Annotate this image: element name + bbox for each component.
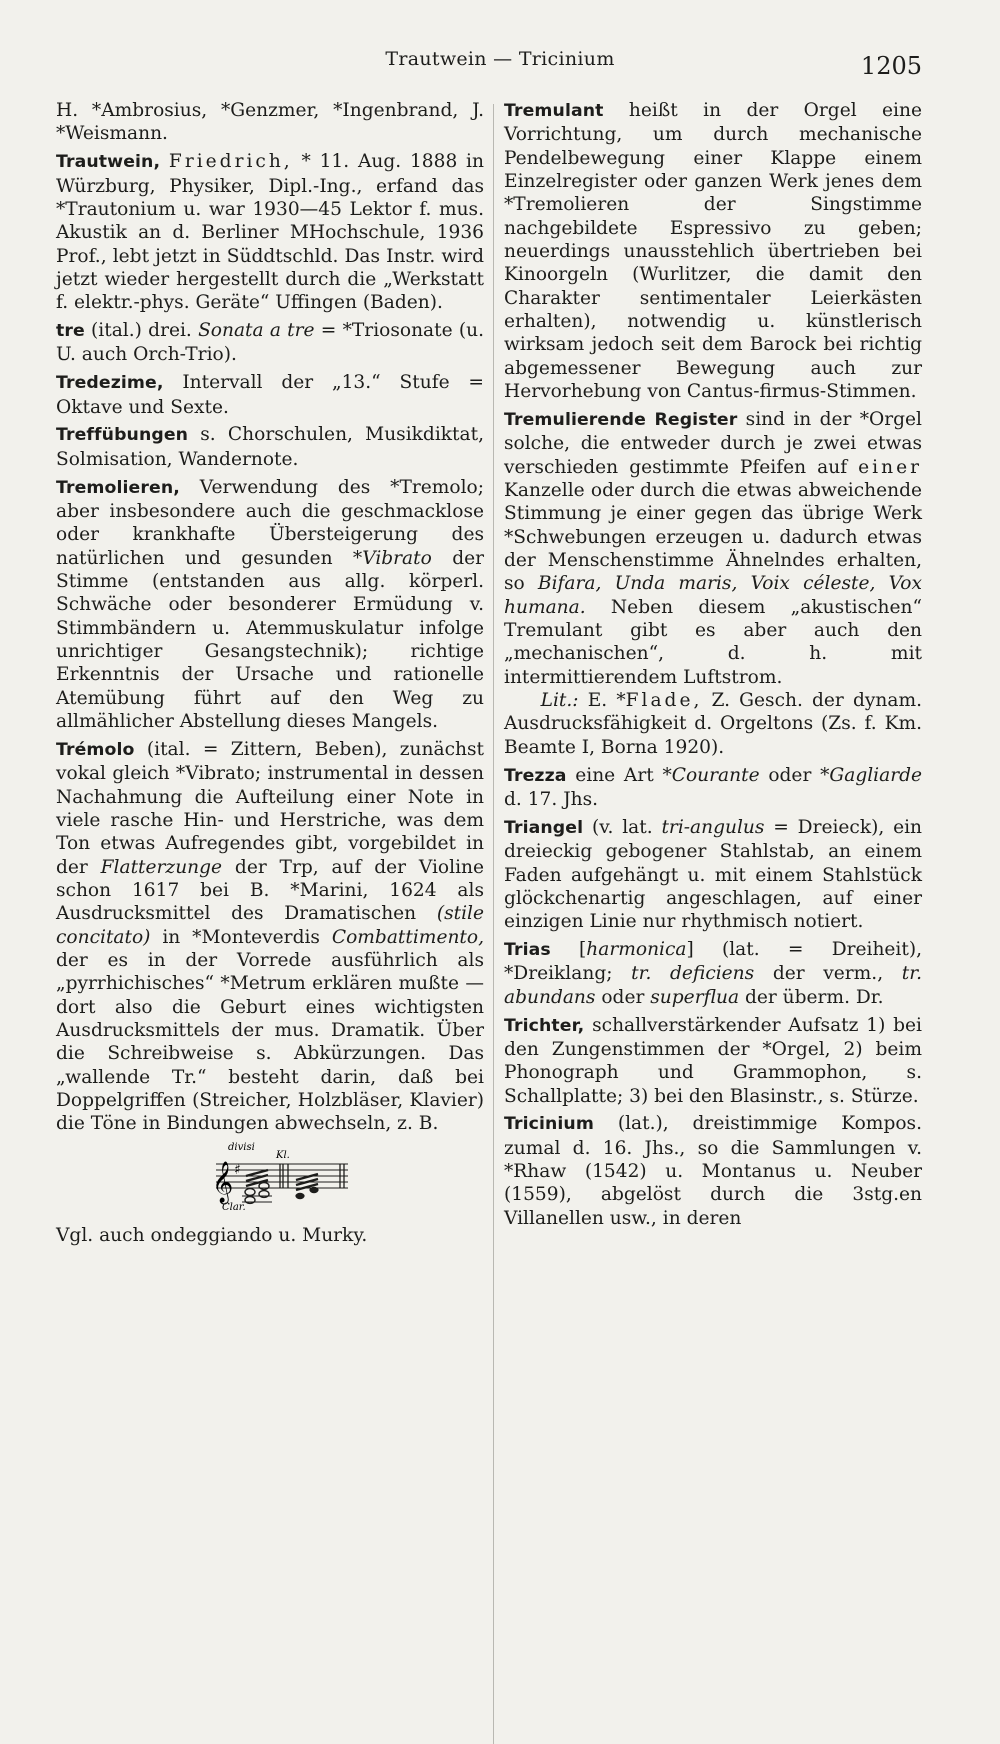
entry-tremulierende-register [504, 408, 922, 759]
italic-term: (stile concitato) [56, 903, 484, 948]
italic-term: Bifara, Unda maris, Voix céleste, Vox humana. [504, 573, 922, 618]
entry-text: in *Monteverdis [150, 926, 332, 948]
entry-text: Z. Gesch. der dynam. Ausdrucksfähigkeit d. Orgeltons (Zs. f. Km. Beamte I, Borna 1920). [504, 690, 922, 758]
music-label-clar: Clar. [222, 1202, 246, 1214]
entry-trautwein [56, 150, 484, 314]
italic-term: *Gagliarde [820, 764, 922, 786]
entry-text: heißt in der Orgel eine Vorrichtung, um durch mechanische Pendelbewegung einer Klappe einem Einzelregister oder ganzen Werk jenes dem *Tremolieren der Singstimme nachgebildete Espressivo zu geben; neuerdings unausstehlich übertrieben bei Kinoorgeln (Wurlitzer, die damit den Charakter sentimentaler Leierkästen erhalten), notwendig u. künstlerisch wirksam jedoch seit dem Barock bei richtig abgemessener Bewegung auch zur Hervorhebung von Cantus-firmus-Stimmen. [504, 100, 922, 403]
music-notation-example [172, 1140, 372, 1220]
entry-text: s. Chorschulen, Musikdiktat, Solmisation, Wandernote. [56, 424, 484, 470]
headword: Trautwein, [56, 152, 161, 173]
entry-text: Kanzelle oder durch die etwas abweichende Stimmung je einer gegen das übrige Werk *Schwebungen erzeugen u. dadurch etwas der Menschenstimme Ähnelndes erhalten, so [504, 480, 922, 595]
spaced-name: Flade, [625, 690, 703, 712]
italic-term: tr. deficiens [631, 963, 755, 985]
entry-text: Intervall der „13.“ Stufe = Oktave und Sexte. [56, 372, 484, 418]
tremolo-beams [246, 1170, 318, 1190]
entry-tre [56, 319, 484, 367]
left-column [56, 99, 484, 1252]
entry-text: der verm., [754, 963, 902, 985]
headword: Tredezime, [56, 373, 164, 394]
page-number: 1205 [860, 52, 922, 80]
entry-text: der überm. Dr. [739, 986, 884, 1008]
entry-text: oder [759, 764, 821, 786]
italic-term: tr. abundans [504, 963, 923, 1008]
entry-text: Verwendung des *Tremolo; aber insbesondere auch die geschmacklose oder krankhafte Übersteigerung des natürlichen und gesunden [56, 476, 484, 569]
entry-text: der Trp, auf der Violine schon 1617 bei B. *Marini, 1624 als Ausdrucksmittel des Dramatischen [56, 856, 484, 925]
headword: Treffübungen [56, 425, 189, 446]
entry-tricinium [504, 1112, 922, 1230]
entry-treffuebungen [56, 423, 484, 471]
italic-term: Sonata a tre [198, 320, 315, 342]
italic-term: Flatterzunge [100, 856, 223, 878]
headword: Tremulierende Register [504, 409, 738, 430]
entry-text: = Dreieck), ein dreieckig gebogener Stahlstab, an einem Faden aufgehängt u. mit einem Stahlstück glöckchenartig angeschlagen, auf einer einzigen Linie nur rhythmisch notiert. [504, 816, 922, 933]
entry-tremolo [56, 738, 484, 1136]
entry-text: Neben diesem „akustischen“ Tremulant gibt es aber auch den „mechanischen“, d. h. mit intermittierendem Luftstrom. [504, 596, 922, 688]
entry-text: E. * [578, 690, 626, 712]
page-header-title: Trautwein — Tricinium [385, 48, 615, 70]
sharp-icon: ♯ [234, 1162, 241, 1179]
spaced-term: einer [858, 456, 922, 478]
headword: Trichter, [504, 1015, 585, 1036]
entry-text: (lat.), dreistimmige Kompos. zumal d. 16. Jhs., so die Sammlungen v. *Rhaw (1542) u. Montanus u. Neuber (1559), abgelöst durch die 3stg.en Villanellen usw., in deren [504, 1113, 922, 1229]
headword: Trezza [504, 765, 567, 786]
entry-text: sind in der *Orgel solche, die entweder durch je zwei etwas verschieden gestimmte Pfeifen auf [504, 408, 922, 478]
entry-text: (ital.) drei. [84, 320, 199, 342]
headword: Tricinium [504, 1114, 594, 1135]
music-label-divisi: divisi [228, 1142, 255, 1154]
entry-triangel [504, 816, 922, 934]
spaced-name: Friedrich, [168, 151, 293, 173]
column-divider [493, 104, 494, 1744]
entry-text: (v. lat. [583, 816, 662, 838]
entry-text: d. 17. Jhs. [504, 788, 599, 810]
italic-term: superflua [650, 986, 740, 1008]
literature-label: Lit.: [540, 690, 579, 712]
headword: tre [56, 321, 85, 342]
entry-tredezime [56, 371, 484, 419]
headword: Tremolieren, [56, 477, 180, 498]
italic-term: tri-angulus [661, 816, 765, 838]
right-column [504, 99, 922, 1235]
entry-continuation: H. *Ambrosius, *Genzmer, *Ingenbrand, J. *Weismann. [56, 100, 484, 145]
entry-tremolieren [56, 476, 484, 734]
entry-text: = *Triosonate (u. U. auch Orch-Trio). [56, 320, 484, 366]
entry-trias [504, 938, 922, 1009]
music-label-kl: Kl. [276, 1150, 290, 1162]
headword: Triangel [504, 817, 584, 838]
headword: Tremulant [504, 101, 604, 121]
entry-tremulant [504, 99, 922, 403]
entry-text: [ [550, 939, 587, 961]
entry-text: der Stimme (entstanden aus allg. körperl. Schwäche oder besonderer Ermüdung v. Stimmbändern u. Atemmuskulatur infolge unrichtiger Gesangstechnik); richtige Erkenntnis der Ursache und rationelle Atemübung führt auf den Weg zu allmählicher Abstellung dieses Mangels. [56, 547, 484, 733]
italic-term: *Vibrato [352, 547, 432, 569]
entry-text: (ital. = Zittern, Beben), zunächst vokal gleich *Vibrato; instrumental in dessen Nachahmung die Aufteilung einer Note in viele rasche Hin- und Herstriche, was dem Ton etwas Aufregendes gibt, vorgebildet in der [56, 738, 484, 878]
entry-text: schallverstärkender Aufsatz 1) bei den Zungenstimmen der *Orgel, 2) beim Phonograph und Grammophon, s. Schallplatte; 3) bei den Blasinstr., s. Stürze. [504, 1014, 922, 1107]
entry-trichter [504, 1014, 922, 1108]
italic-term: *Courante [662, 764, 760, 786]
entry-text: oder [595, 986, 651, 1008]
entry-vgl: Vgl. auch ondeggiando u. Murky. [56, 1225, 368, 1247]
entry-text: * 11. Aug. 1888 in Würzburg, Physiker, Dipl.-Ing., erfand das *Trautonium u. war 1930—45 Lektor f. mus. Akustik an d. Berliner MHochschule, 1936 Prof., lebt jetzt in Süddtschld. Das Instr. wird jetzt wieder hergestellt durch die „Werkstatt f. elektr.-phys. Geräte“ Uffingen (Baden). [56, 151, 484, 314]
headword: Trémolo [56, 739, 135, 760]
italic-term: harmonica [586, 939, 687, 961]
entry-text: ] (lat. = Dreiheit), *Dreiklang; [504, 939, 923, 985]
italic-term: Combattimento, [331, 926, 484, 948]
entry-text: eine Art [566, 764, 663, 786]
treble-clef-icon: 𝄞 [212, 1162, 234, 1204]
entry-trezza [504, 764, 922, 812]
headword: Trias [504, 940, 551, 961]
entry-text: der es in der Vorrede ausführlich als „pyrrhichisches“ *Metrum erklären mußte — dort also die Geburt eines wichtigsten Ausdrucksmittels der mus. Dramatik. Über die Schreibweise s. Abkürzungen. Das „wallende Tr.“ besteht darin, daß bei Doppelgriffen (Streicher, Holzbläser, Klavier) die Töne in Bindungen abwechseln, z. B. [56, 950, 484, 1135]
